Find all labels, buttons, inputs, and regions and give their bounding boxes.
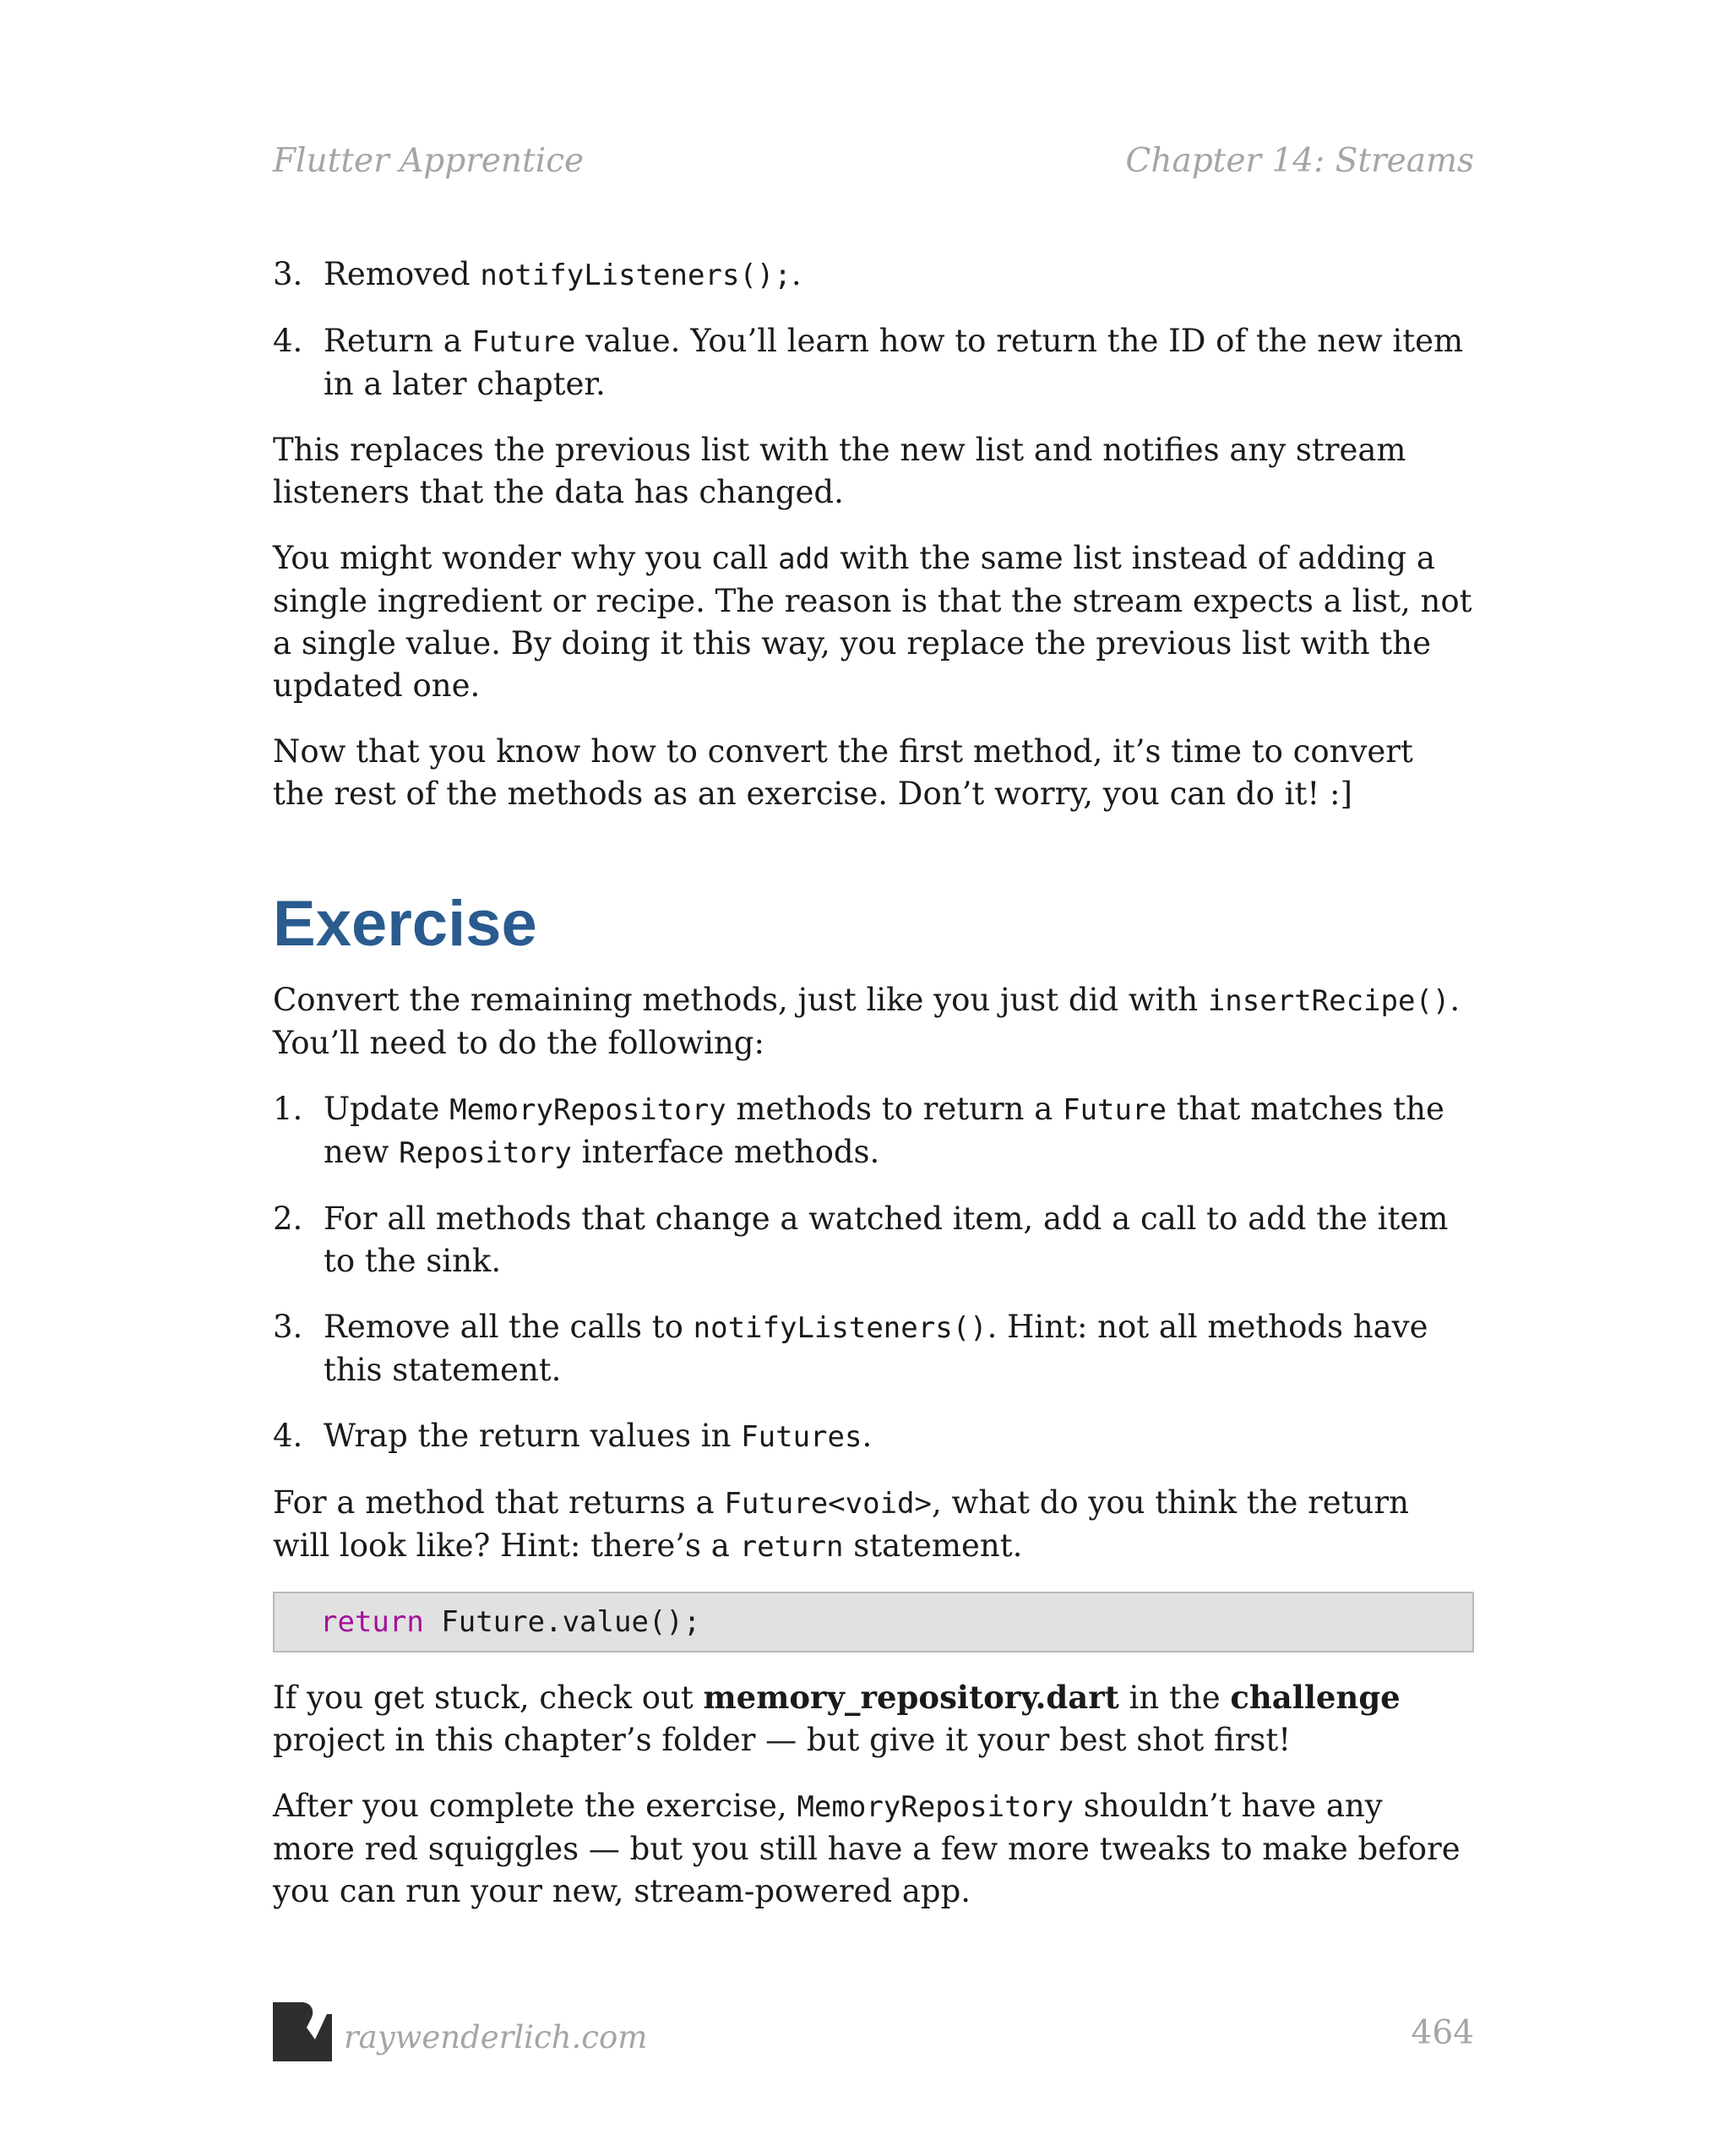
code-block [273, 1592, 1474, 1652]
bold-filename: memory_repository.dart [703, 1679, 1119, 1716]
paragraph-text: , what do you think the return will look like? Hint: there’s a [273, 1484, 1409, 1564]
paragraph-text: project in this chapter’s folder — but give it your best shot first! [273, 1722, 1292, 1758]
inline-code: Future<void> [724, 1487, 932, 1521]
chapter-title: Chapter 14: Streams [1125, 142, 1474, 180]
paragraph-text: shouldn’t have any more red squiggles — but you still have a few more tweaks to make before you can run your new, stream-powered app. [273, 1788, 1461, 1909]
list-number: 4. [273, 1418, 303, 1454]
inline-code: add [778, 542, 830, 576]
book-title: Flutter Apprentice [273, 142, 585, 180]
inline-code: insertRecipe() [1207, 984, 1450, 1018]
list-text: Return a [324, 323, 472, 359]
paragraph-text: You might wonder why you call [273, 540, 779, 576]
code-keyword: return [320, 1605, 424, 1639]
list-number: 3. [273, 1309, 303, 1345]
inline-code: notifyListeners(); [480, 259, 792, 292]
paragraph-text: For a method that returns a [273, 1484, 725, 1521]
inline-code: Future [471, 325, 576, 359]
list-item [273, 1198, 1474, 1282]
list-number: 1. [273, 1091, 303, 1127]
paragraph-text: statement. [843, 1527, 1023, 1564]
list-text: . [862, 1418, 873, 1454]
paragraph-text: with the same list instead of adding a single ingredient or recipe. The reason is that the stream expects a list, not a single value. By doing it this way, you replace the previous list with the updated one. [273, 540, 1472, 704]
inline-code: Repository [399, 1136, 572, 1170]
page-header [273, 142, 1474, 180]
paragraph-text: . You’ll need to do the following: [273, 982, 1461, 1061]
list-text: interface methods. [571, 1134, 880, 1170]
paragraph: Now that you know how to convert the first method, it’s time to convert the rest of the methods as an exercise. Don’t worry, you can do it! :] [273, 733, 1413, 812]
bold-project-name: challenge [1230, 1679, 1401, 1716]
inline-code: return [739, 1530, 844, 1564]
list-number: 2. [273, 1200, 303, 1237]
list-text: methods to return a [726, 1091, 1064, 1127]
list-number: 4. [273, 323, 303, 359]
list-text: Removed [324, 256, 481, 292]
page-footer [273, 2002, 1474, 2070]
list-text: For all methods that change a watched item, add a call to add the item to the sink. [324, 1200, 1449, 1279]
paragraph [273, 1676, 1474, 1761]
paragraph [273, 979, 1474, 1064]
section-heading: Exercise [273, 888, 537, 960]
footer-site-link[interactable]: raywenderlich.com [344, 2019, 648, 2055]
paragraph [273, 537, 1474, 707]
list-text: Remove all the calls to [324, 1309, 694, 1345]
list-text: value. You’ll learn how to return the ID of the new item in a later chapter. [324, 323, 1464, 402]
exercise-steps-list [273, 1088, 1474, 1458]
list-item [273, 1415, 1474, 1458]
rw-logo-icon [273, 2002, 332, 2061]
list-item [273, 1088, 1474, 1174]
paragraph-text: After you complete the exercise, [273, 1788, 797, 1824]
paragraph [273, 1482, 1474, 1568]
list-text: Wrap the return values in [324, 1418, 742, 1454]
list-number: 3. [273, 256, 303, 292]
inline-code: MemoryRepository [797, 1790, 1074, 1824]
paragraph: This replaces the previous list with the new list and notifies any stream listeners that the data has changed. [273, 432, 1406, 510]
list-text: . Hint: not all methods have this statement. [324, 1309, 1428, 1388]
paragraph-text: Convert the remaining methods, just like you just did with [273, 982, 1208, 1018]
inline-code: Futures [741, 1420, 862, 1454]
top-numbered-list [273, 253, 1474, 406]
list-text: . [791, 256, 802, 292]
page-number: 464 [1411, 2014, 1474, 2052]
paragraph-text: in the [1118, 1680, 1231, 1716]
list-item [273, 320, 1474, 406]
code-text: Future.value(); [423, 1605, 701, 1639]
paragraph [273, 1785, 1474, 1913]
inline-code: Future [1063, 1093, 1167, 1127]
list-item [273, 253, 1474, 297]
page-content [273, 253, 1474, 1936]
paragraph-text: If you get stuck, check out [273, 1680, 704, 1716]
list-item [273, 1306, 1474, 1391]
inline-code: MemoryRepository [449, 1093, 726, 1127]
list-text: Update [324, 1091, 450, 1127]
inline-code: notifyListeners() [693, 1311, 987, 1345]
list-text: that matches the new [324, 1091, 1444, 1170]
